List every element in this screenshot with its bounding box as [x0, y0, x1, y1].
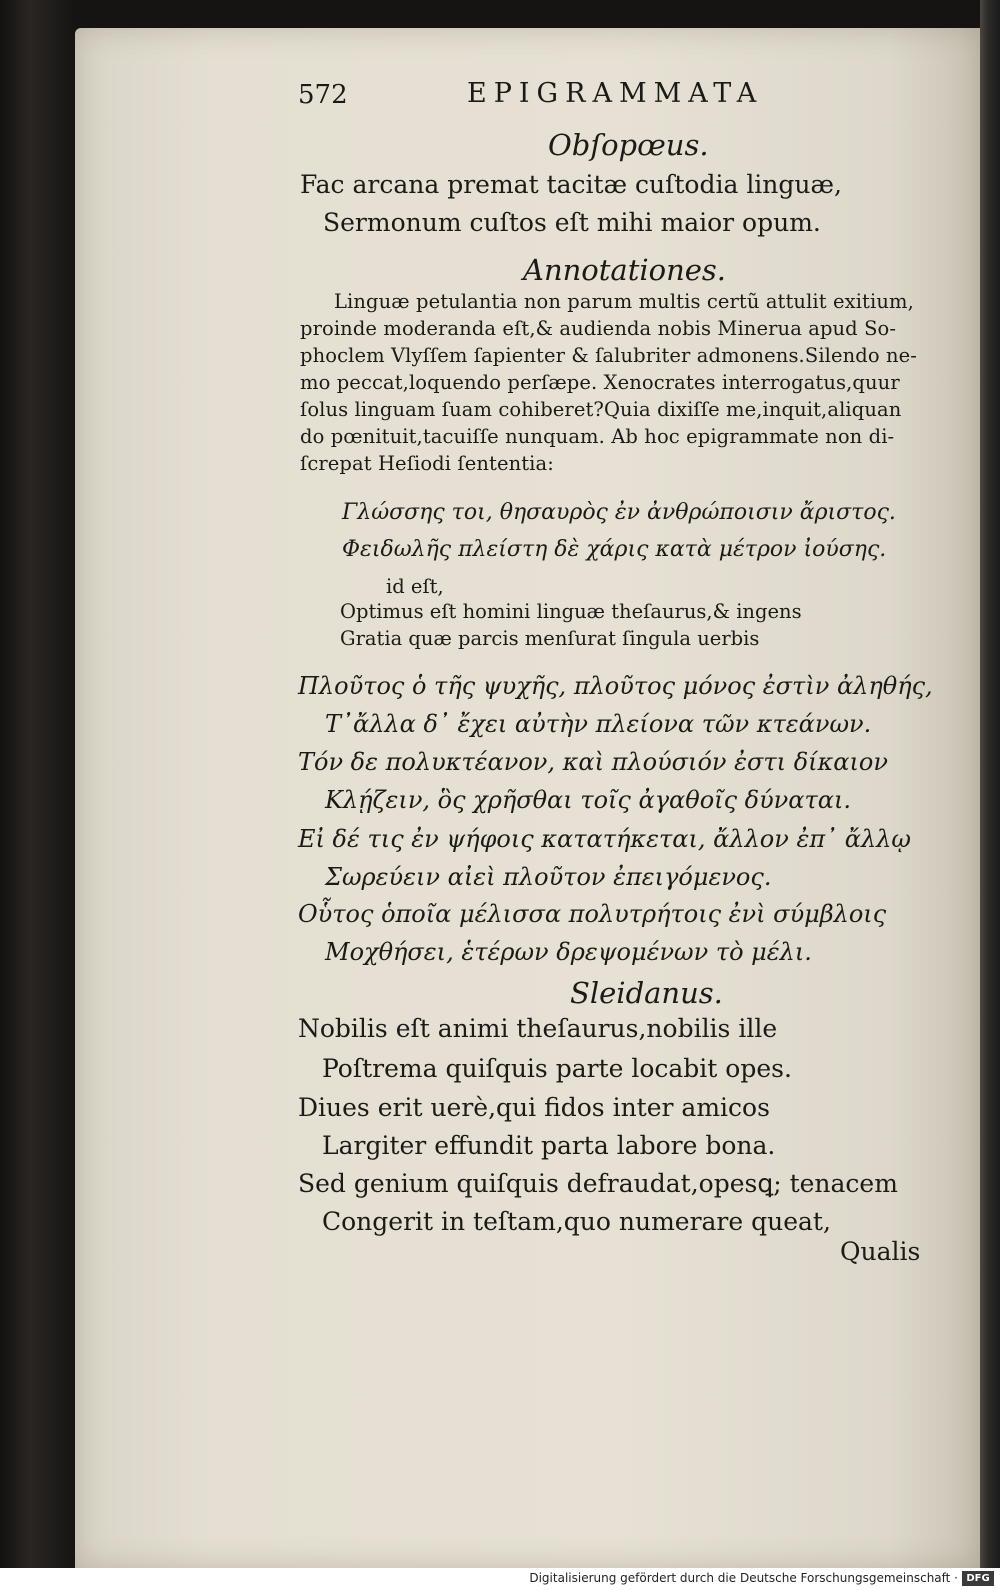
annotation-line: phoclem Vlyſſem ſapienter & ſalubriter admonens.Silendo ne-	[300, 344, 917, 367]
verse-line: Diues erit uerè,qui fidos inter amicos	[298, 1093, 770, 1122]
translation-line: Optimus eſt homini linguæ theſaurus,& ingens	[340, 600, 802, 623]
digitization-footer	[0, 1568, 1000, 1590]
greek-poem-line: Μοχθήσει, ἑτέρων δρεψομένων τὸ μέλι.	[325, 938, 812, 966]
annotation-line: proinde moderanda eſt,& audienda nobis Minerua apud So-	[300, 317, 897, 340]
greek-poem-line: Τ᾽ἄλλα δ᾽ ἔχει αὐτὴν πλείονα τῶν κτεάνων.	[325, 710, 872, 738]
page-number: 572	[298, 80, 348, 110]
annotation-line: Linguæ petulantia non parum multis certũ attulit exitium,	[334, 290, 914, 313]
section-author-heading: Obſopœus.	[548, 128, 709, 162]
greek-quote-line: Φειδωλῆς πλείστη δὲ χάρις κατὰ μέτρον ἰούσης.	[342, 537, 887, 562]
verse-line: Fac arcana premat tacitæ cuſtodia linguæ,	[300, 170, 842, 199]
annotation-line: mo peccat,loquendo perſæpe. Xenocrates interrogatus,quur	[300, 371, 900, 394]
annotations-heading: Annotationes.	[523, 253, 727, 287]
verse-line: Sed genium quiſquis defraudat,opesꝗ; tenacem	[298, 1169, 898, 1198]
translation-line: Gratia quæ parcis menſurat ſingula uerbis	[340, 627, 760, 650]
greek-poem-line: Σωρεύειν αἰεὶ πλοῦτον ἐπειγόμενος.	[325, 863, 772, 891]
verse-line: Nobilis eſt animi theſaurus,nobilis ille	[298, 1014, 778, 1043]
annotation-line: ſcrepat Heſiodi ſententia:	[300, 452, 554, 475]
running-title: EPIGRAMMATA	[467, 78, 764, 109]
greek-poem-line: Τόν δε πολυκτέανον, καὶ πλούσιόν ἐστι δίκαιον	[298, 748, 888, 776]
binding-edge	[980, 0, 1000, 1568]
greek-quote-line: Γλώσσης τοι, θησαυρὸς ἐν ἀνθρώποισιν ἄριστος.	[342, 500, 896, 525]
verse-line: Sermonum cuſtos eſt mihi maior opum.	[323, 208, 821, 237]
dfg-logo-icon: DFG	[962, 1571, 994, 1586]
greek-poem-line: Οὗτος ὁποῖα μέλισσα πολυτρήτοις ἐνὶ σύμβλοις	[298, 900, 887, 928]
verse-line: Largiter effundit parta labore bona.	[322, 1131, 776, 1160]
id-est-label: id eſt,	[386, 575, 444, 598]
catchword: Qualis	[840, 1237, 921, 1266]
annotation-line: do pœnituit,tacuiſſe nunquam. Ab hoc epigrammate non di-	[300, 425, 895, 448]
greek-poem-line: Εἰ δέ τις ἐν ψήφοις κατατήκεται, ἄλλον ἐπ᾽ ἄλλῳ	[298, 825, 911, 853]
verse-line: Poſtrema quiſquis parte locabit opes.	[322, 1054, 792, 1083]
greek-poem-line: Πλοῦτος ὁ τῆς ψυχῆς, πλοῦτος μόνος ἐστὶν ἀληθής,	[298, 672, 933, 700]
annotation-line: ſolus linguam ſuam cohiberet?Quia dixiſſe me,inquit,aliquan	[300, 398, 902, 421]
section-author-heading: Sleidanus.	[570, 976, 723, 1010]
greek-poem-line: Κλῄζειν, ὃς χρῆσθαι τοῖς ἀγαθοῖς δύναται.	[325, 786, 851, 814]
funding-credit: Digitalisierung gefördert durch die Deutsche Forschungsgemeinschaft ·	[529, 1571, 958, 1585]
verse-line: Congerit in teſtam,quo numerare queat,	[322, 1207, 831, 1236]
